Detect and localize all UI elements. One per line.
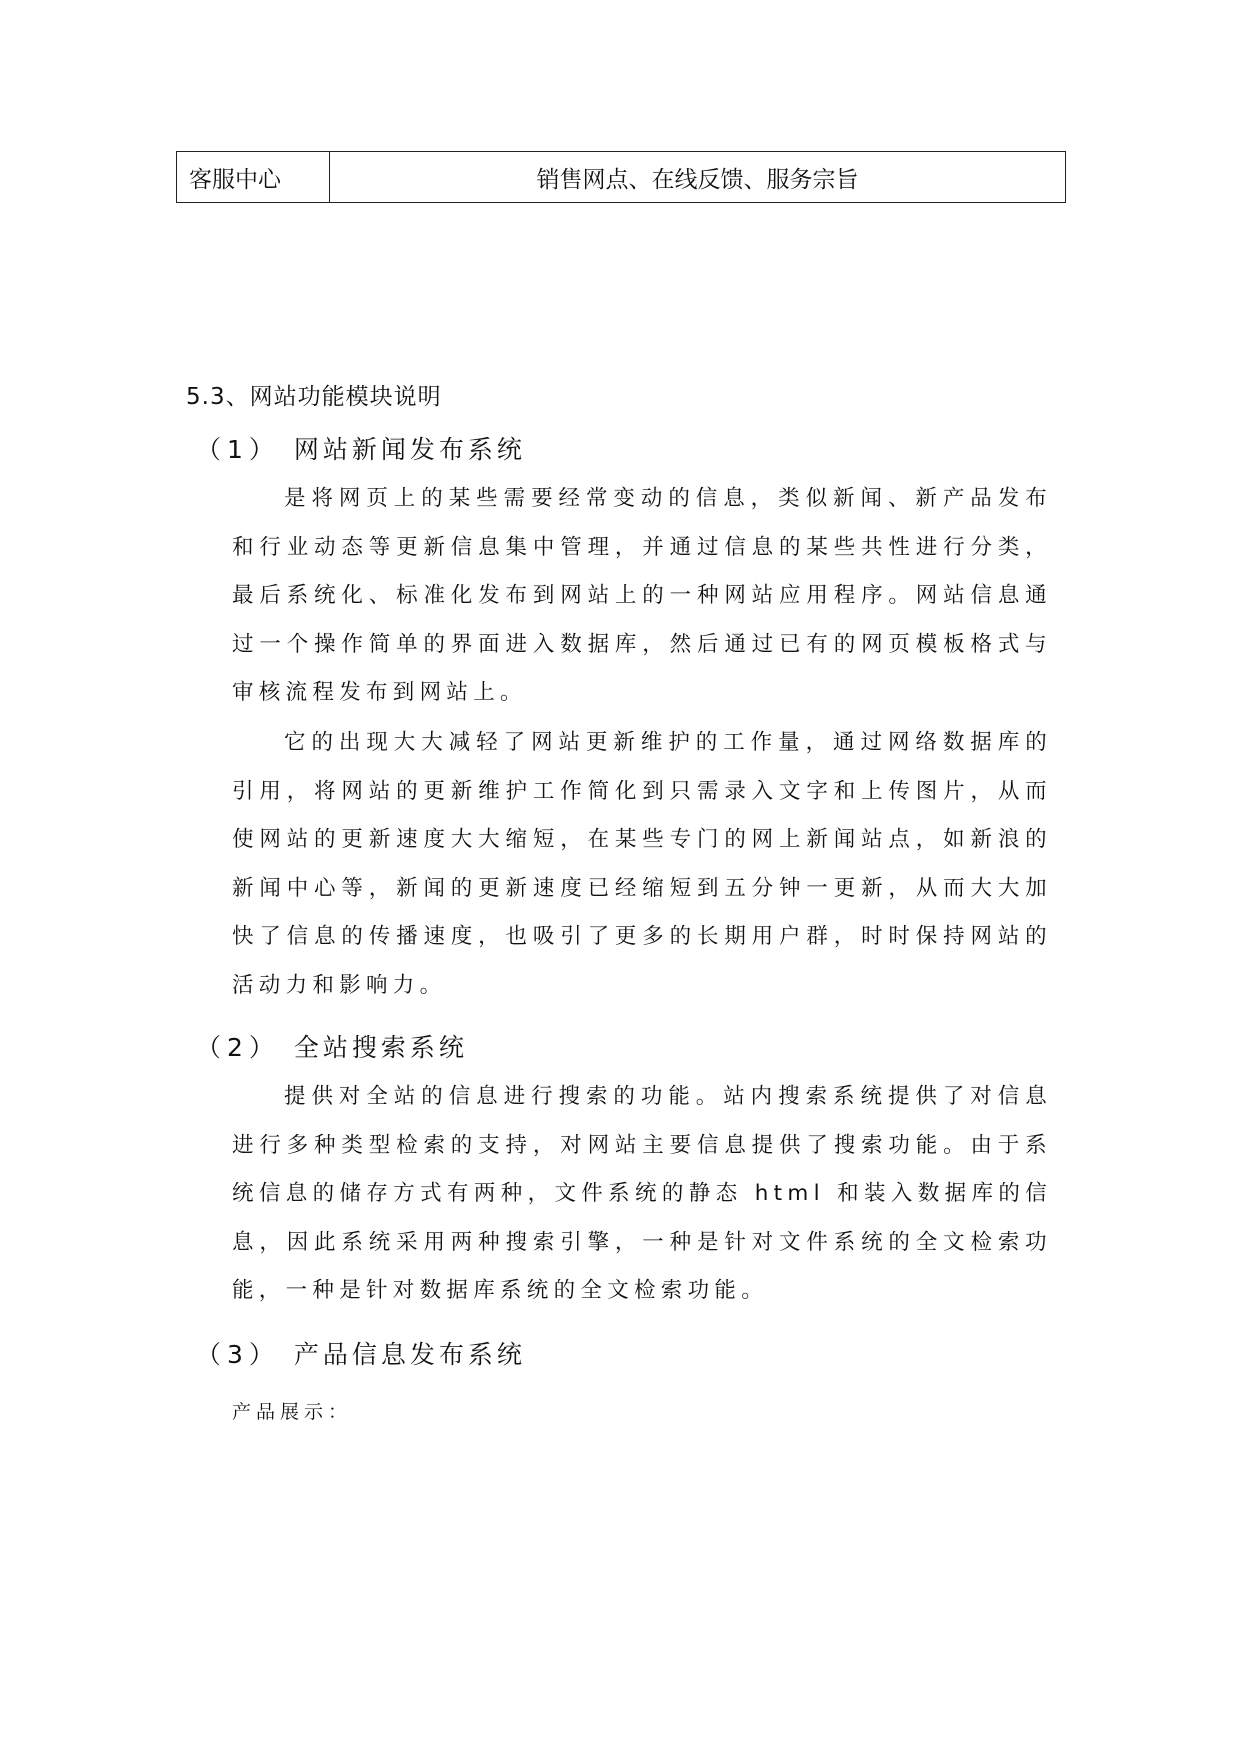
item-number: （2） xyxy=(196,1033,280,1062)
item-number: （1） xyxy=(196,435,280,464)
table-row-value: 销售网点、在线反馈、服务宗旨 xyxy=(536,166,859,193)
item-heading-product xyxy=(196,1335,526,1371)
item-heading-news xyxy=(196,430,526,466)
item-title: 网站新闻发布系统 xyxy=(293,435,526,464)
section-title: 5.3、网站功能模块说明 xyxy=(186,384,442,410)
item-number: （3） xyxy=(196,1340,280,1369)
product-display-label: 产品展示： xyxy=(232,1401,353,1423)
item-title: 产品信息发布系统 xyxy=(293,1340,526,1369)
item-title: 全站搜索系统 xyxy=(293,1033,468,1062)
paragraph: 提供对全站的信息进行搜索的功能。站内搜索系统提供了对信息进行多种类型检索的支持，对网站主要信息提供了搜索功能。由于系统信息的储存方式有两种，文件系统的静态 html 和装入数据库的信息，因此系统采用两种搜索引擎，一种是针对文件系统的全文检索功能，一种是针对数据库系统的全文检索功能。 xyxy=(232,1084,1052,1303)
item-heading-search xyxy=(196,1028,468,1064)
module-table-row xyxy=(176,151,1066,203)
table-row-label: 客服中心 xyxy=(177,152,330,202)
paragraph: 是将网页上的某些需要经常变动的信息，类似新闻、新产品发布和行业动态等更新信息集中管理，并通过信息的某些共性进行分类，最后系统化、标准化发布到网站上的一种网站应用程序。网站信息通过一个操作简单的界面进入数据库，然后通过已有的网页模板格式与审核流程发布到网站上。 xyxy=(232,486,1052,705)
paragraph: 它的出现大大减轻了网站更新维护的工作量，通过网络数据库的引用，将网站的更新维护工作简化到只需录入文字和上传图片，从而使网站的更新速度大大缩短，在某些专门的网上新闻站点，如新浪的新闻中心等，新闻的更新速度已经缩短到五分钟一更新，从而大大加快了信息的传播速度，也吸引了更多的长期用户群，时时保持网站的活动力和影响力。 xyxy=(232,730,1052,998)
